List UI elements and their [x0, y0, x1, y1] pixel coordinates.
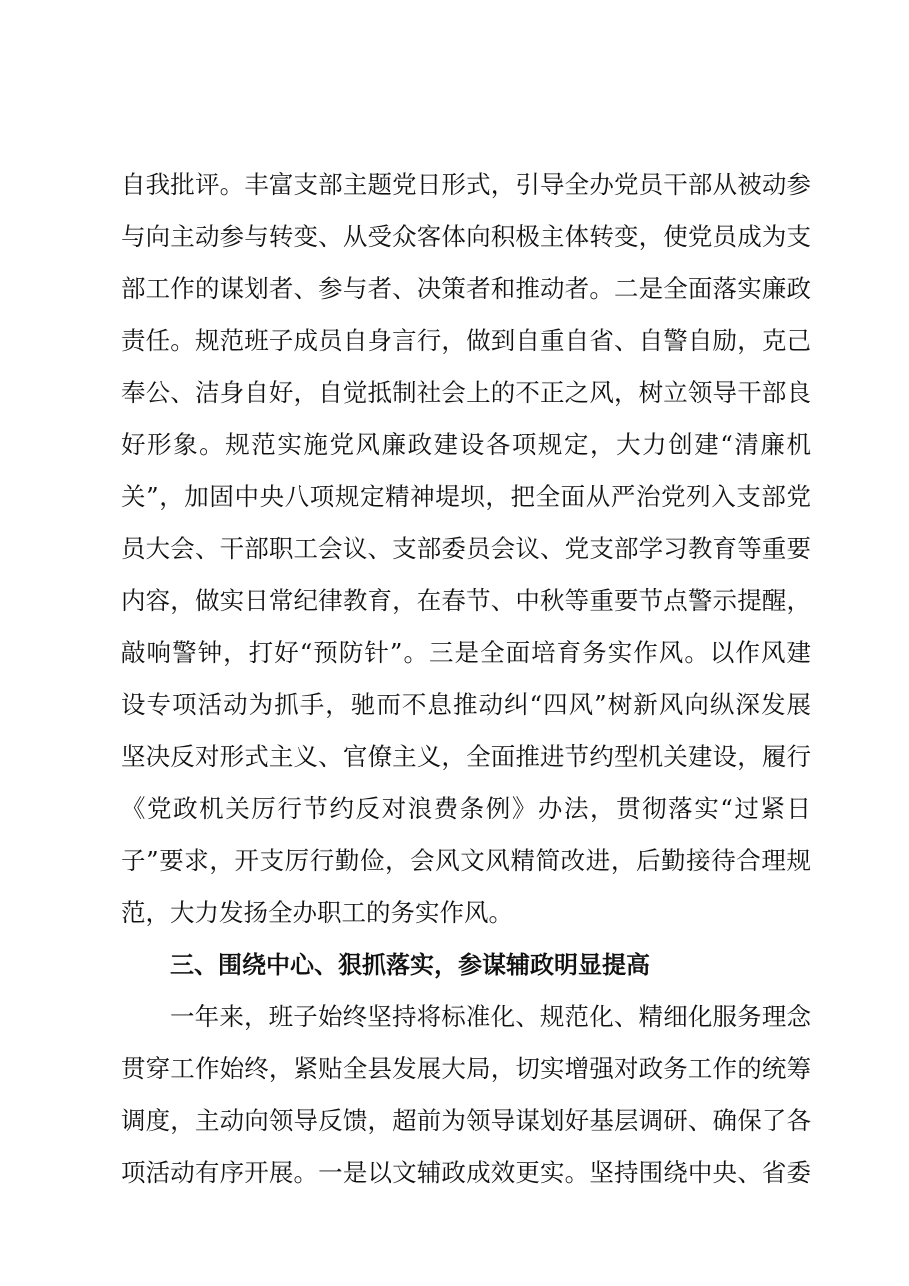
text-line: 《党政机关厉行节约反对浪费条例》办法，贯彻落实“过紧日: [121, 794, 811, 823]
text-line: 项活动有序开展。一是以文辅政成效更实。坚持围绕中央、省委: [121, 1158, 811, 1187]
text-line: 员大会、干部职工会议、支部委员会议、党支部学习教育等重要: [121, 534, 811, 563]
text-line: 敲响警钟，打好“预防针”。三是全面培育务实作风。以作风建: [121, 638, 811, 667]
text-line: 调度，主动向领导反馈，超前为领导谋划好基层调研、确保了各: [121, 1106, 811, 1135]
section-heading: 三、围绕中心、狠抓落实，参谋辅政明显提高: [170, 951, 650, 979]
text-line: 贯穿工作始终，紧贴全县发展大局，切实增强对政务工作的统筹: [121, 1054, 811, 1083]
text-line: 奉公、洁身自好，自觉抵制社会上的不正之风，树立领导干部良: [121, 378, 811, 407]
text-line: 设专项活动为抓手，驰而不息推动纠“四风”树新风向纵深发展: [121, 690, 811, 719]
text-line: 坚决反对形式主义、官僚主义，全面推进节约型机关建设，履行: [121, 742, 811, 771]
document-body: [121, 159, 811, 1199]
text-line: 范，大力发扬全办职工的务实作风。: [121, 898, 513, 927]
text-line: 内容，做实日常纪律教育，在春节、中秋等重要节点警示提醒，: [121, 586, 811, 615]
text-line: 关”，加固中央八项规定精神堤坝，把全面从严治党列入支部党: [121, 482, 811, 511]
paragraph-service: [121, 991, 811, 1199]
text-line: 好形象。规范实施党风廉政建设各项规定，大力创建“清廉机: [121, 430, 811, 459]
paragraph-discipline: [121, 159, 811, 939]
text-line: 责任。规范班子成员自身言行，做到自重自省、自警自励，克己: [121, 326, 811, 355]
text-line: 与向主动参与转变、从受众客体向积极主体转变，使党员成为支: [121, 222, 811, 251]
text-line: 一年来，班子始终坚持将标准化、规范化、精细化服务理念: [170, 1002, 811, 1031]
text-line: 部工作的谋划者、参与者、决策者和推动者。二是全面落实廉政: [121, 274, 811, 303]
text-line: 自我批评。丰富支部主题党日形式，引导全办党员干部从被动参: [121, 170, 811, 199]
text-line: 子”要求，开支厉行勤俭，会风文风精简改进，后勤接待合理规: [121, 846, 811, 875]
